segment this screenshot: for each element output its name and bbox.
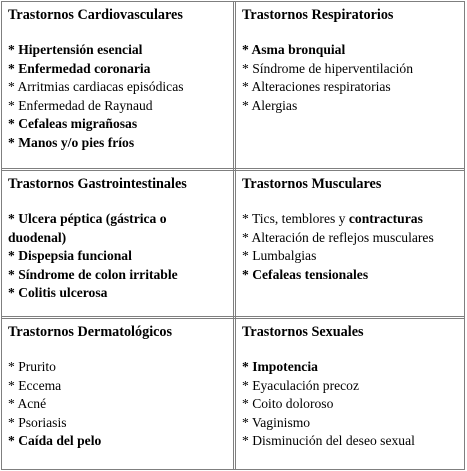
cell-title: Trastornos Gastrointestinales	[8, 176, 187, 192]
list-item	[242, 210, 458, 229]
list-item: * Síndrome de colon irritable	[8, 266, 178, 282]
list-item: * Alteración de reflejos musculares	[242, 229, 434, 245]
cell-cardiovascular	[2, 2, 233, 168]
list-item-emphasis: contracturas	[348, 211, 423, 226]
disorder-list	[8, 210, 227, 303]
list-item: * Disminución del deseo sexual	[242, 433, 415, 449]
cell-dermatological	[2, 319, 233, 469]
list-item: * Caída del pelo	[8, 433, 102, 449]
disorder-list	[8, 358, 227, 451]
list-item: * Enfermedad coronaria	[8, 60, 151, 76]
disorder-list	[8, 41, 227, 153]
list-item: * Manos y/o pies fríos	[8, 134, 135, 150]
list-item: * Síndrome de hiperventilación	[242, 60, 414, 76]
list-item: * Arritmias cardiacas episódicas	[8, 79, 184, 95]
list-item: * Colitis ulcerosa	[8, 285, 108, 301]
list-item: * Cefaleas tensionales	[242, 266, 369, 282]
list-item: * Psoriasis	[8, 414, 67, 430]
cell-muscular	[236, 171, 464, 316]
list-item: * Hipertensión esencial	[8, 42, 143, 57]
cell-title: Trastornos Cardiovasculares	[8, 7, 183, 23]
list-item: * Lumbalgias	[242, 248, 317, 264]
disorder-list	[242, 210, 458, 284]
disorders-table	[1, 1, 465, 470]
list-item: * Ulcera péptica (gástrica o duodenal)	[8, 211, 167, 245]
list-item: * Cefaleas migrañosas	[8, 116, 138, 132]
list-item: * Dispepsia funcional	[8, 248, 132, 264]
list-item: * Enfermedad de Raynaud	[8, 97, 153, 113]
cell-title: Trastornos Sexuales	[242, 324, 364, 340]
list-item: * Acné	[8, 396, 47, 412]
list-item: * Alteraciones respiratorias	[242, 79, 391, 95]
cell-sexual	[236, 319, 464, 469]
list-item: * Vaginismo	[242, 414, 311, 430]
cell-respiratory	[236, 2, 464, 168]
cell-title: Trastornos Dermatológicos	[8, 324, 173, 340]
list-item: * Asma bronquial	[242, 42, 346, 57]
list-item: * Prurito	[8, 359, 56, 374]
list-item: * Impotencia	[242, 359, 318, 374]
list-item-text: * Tics, temblores y	[242, 211, 349, 226]
cell-title: Trastornos Respiratorios	[242, 7, 394, 23]
table-border-right	[464, 1, 465, 470]
list-item: * Eyaculación precoz	[242, 377, 359, 393]
table-divider-row-2	[1, 316, 465, 317]
list-item: * Eccema	[8, 377, 62, 393]
cell-gastrointestinal	[2, 171, 233, 316]
disorder-list	[242, 41, 458, 115]
cell-title: Trastornos Musculares	[242, 176, 382, 192]
list-item: * Alergias	[242, 97, 298, 113]
table-divider-vertical	[233, 1, 234, 470]
table-divider-row-1	[1, 168, 465, 169]
list-item: * Coito doloroso	[242, 396, 334, 412]
disorder-list	[242, 358, 458, 451]
